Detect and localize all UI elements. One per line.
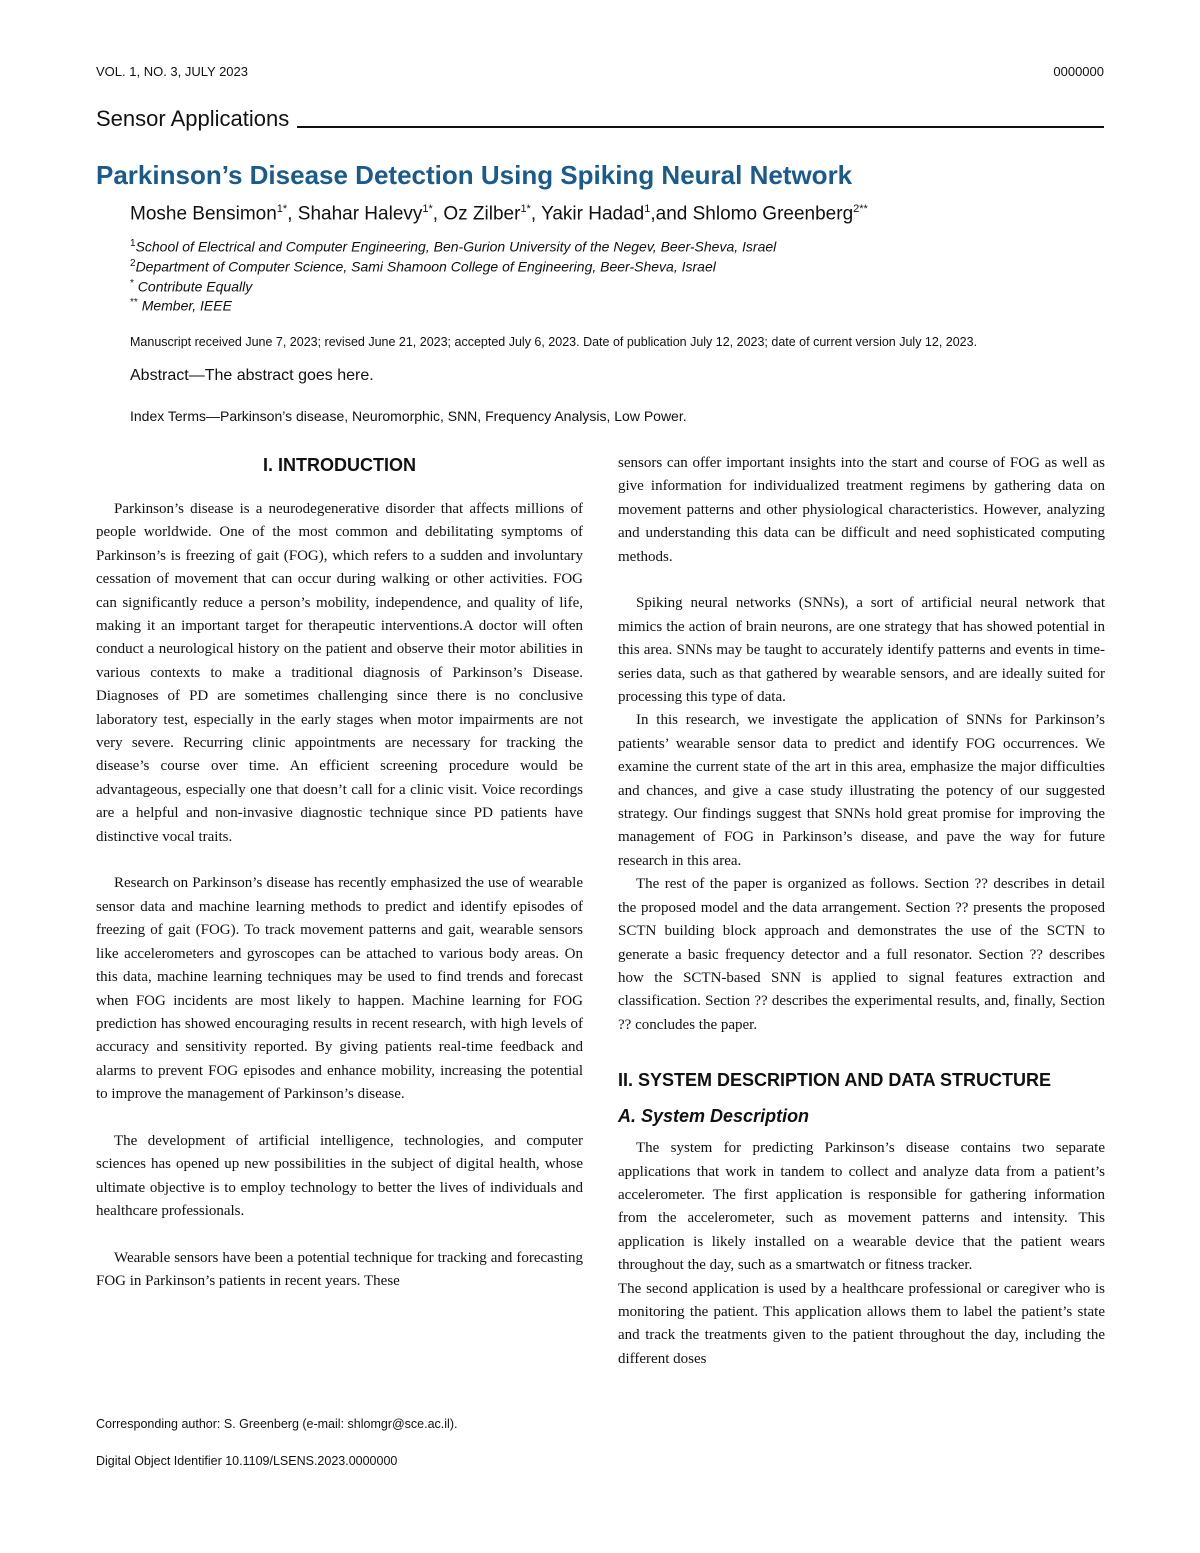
author-sep: , (650, 203, 656, 225)
intro-paragraph-7: The rest of the paper is organized as follows. Section ?? describes in detail the proposed model and the data arrangement. Section ?? presents the proposed SCTN building block approach and demonstrates the use of the SCTN to generate a basic frequency detector and a full resonator. Section ?? describes how the SCTN-based SNN is applied to signal features extraction and classification. Section ?? describes the experimental results, and, finally, Section ?? concludes the paper. (618, 876, 1105, 1033)
author-list (130, 203, 868, 225)
section-rule (297, 126, 1104, 128)
intro-paragraph-4-continued: sensors can offer important insights into the start and course of FOG as well as give information for individualized treatment regimens by gathering data on movement patterns and other physiological characteristics. However, analyzing and understanding this data can be difficult and need sophisticated computing methods. (618, 455, 1105, 565)
introduction-heading: I. INTRODUCTION (263, 455, 416, 475)
intro-paragraph-2: Research on Parkinson’s disease has recently emphasized the use of wearable sensor data and machine learning methods to predict and identify episodes of freezing of gait (FOG). To track movement patterns and gait, wearable sensors like accelerometers and gyroscopes can be attached to various body areas. On this data, machine learning techniques may be used to find trends and forecast when FOG incidents are most likely to happen. Machine learning for FOG prediction has showed encouraging results in recent research, with high levels of accuracy and sensitivity reported. By giving patients real-time feedback and alarms to prevent FOG episodes and enhance mobility, increasing the potential to improve the management of Parkinson’s disease. (96, 875, 583, 1103)
paper-title: Parkinson’s Disease Detection Using Spiking Neural Network (96, 160, 853, 190)
affiliation-mark: ** (130, 297, 138, 308)
volume-info: VOL. 1, NO. 3, JULY 2023 (96, 64, 248, 79)
system-subheading: A. System Description (618, 1106, 810, 1127)
author-sep: , (432, 203, 444, 225)
corresponding-author: Corresponding author: S. Greenberg (e-mail: shlomgr@sce.ac.il). (96, 1417, 458, 1431)
section-label (96, 108, 1104, 130)
author-name: Oz Zilber (443, 203, 521, 225)
author-name: Moshe Bensimon (130, 203, 277, 225)
left-column (96, 452, 583, 1294)
author-sep: , (530, 203, 542, 225)
affiliation-4 (130, 297, 232, 314)
affiliation-3 (130, 278, 252, 295)
article-number: 0000000 (1053, 64, 1104, 79)
intro-paragraph-1: Parkinson’s disease is a neurodegenerative disorder that affects millions of people worldwide. One of the most common and debilitating symptoms of Parkinson’s is freezing of gait (FOG), which refers to a sudden and involuntary cessation of movement that can occur during walking or other activities. FOG can significantly reduce a person’s mobility, independence, and quality of life, making it an important target for therapeutic interventions.A doctor will often conduct a neurological history on the patient and observe their motor abilities in various contexts to make a traditional diagnosis of Parkinson’s Disease. Diagnoses of PD are sometimes challenging since there is no conclusive laboratory test, especially in the early stages when motor impairments are not very severe. Recurring clinic appointments are necessary for tracking the disease’s course over time. An efficient screening procedure would be advantageous, especially one that doesn’t call for a clinic visit. Voice recordings are a helpful and non-invasive diagnostic technique since PD patients have distinctive vocal traits. (96, 501, 583, 845)
author-name: and Shlomo Greenberg (655, 203, 854, 225)
index-terms: Index Terms—Parkinson’s disease, Neuromorphic, SNN, Frequency Analysis, Low Power. (130, 408, 687, 424)
affiliation-mark: 2 (130, 258, 136, 269)
system-heading: II. SYSTEM DESCRIPTION AND DATA STRUCTURE (618, 1070, 1052, 1091)
affiliation-mark: * (130, 278, 134, 289)
intro-paragraph-5: Spiking neural networks (SNNs), a sort of artificial neural network that mimics the action of brain neurons, are one strategy that has showed potential in this area. SNNs may be taught to accurately identify patterns and events in time-series data, such as that gathered by wearable sensors, and are ideally suited for processing this type of data. (618, 595, 1105, 706)
author-mark: 1* (520, 203, 531, 215)
affiliation-text: Contribute Equally (137, 278, 253, 295)
affiliation-1 (130, 238, 776, 255)
right-column (618, 452, 1105, 1371)
author-sep: , (287, 203, 298, 225)
digital-object-identifier: Digital Object Identifier 10.1109/LSENS.2023.0000000 (96, 1454, 398, 1468)
author-name: Yakir Hadad (541, 203, 645, 225)
affiliation-text: School of Electrical and Computer Engineering, Ben-Gurion University of the Negev, Beer-Sheva, Israel (135, 238, 777, 255)
section-label-text: Sensor Applications (96, 106, 290, 131)
intro-paragraph-3: The development of artificial intelligence, technologies, and computer sciences has opened up new possibilities in the subject of digital health, whose ultimate objective is to employ technology to better the lives of individuals and healthcare professionals. (96, 1132, 583, 1220)
affiliation-text: Department of Computer Science, Sami Shamoon College of Engineering, Beer-Sheva, Israel (135, 258, 716, 275)
affiliation-text: Member, IEEE (141, 297, 232, 314)
affiliation-mark: 1 (130, 238, 136, 249)
manuscript-dates: Manuscript received June 7, 2023; revised June 21, 2023; accepted July 6, 2023. Date of publication July 12, 2023; date of current version July 12, 2023. (130, 335, 978, 349)
intro-paragraph-4: Wearable sensors have been a potential technique for tracking and forecasting FOG in Parkinson’s patients in recent years. These (96, 1249, 583, 1290)
author-mark: 1* (422, 203, 433, 215)
author-mark: 2** (853, 203, 868, 215)
affiliation-2 (130, 258, 716, 275)
abstract: Abstract—The abstract goes here. (130, 367, 374, 384)
intro-paragraph-6: In this research, we investigate the application of SNNs for Parkinson’s patients’ wearable sensor data to predict and identify FOG occurrences. We examine the current state of the art in this area, emphasize the major difficulties and chances, and give a case study illustrating the potency of our suggested strategy. Our findings suggest that SNNs hold great promise for improving the management of FOG in Parkinson’s disease, and pave the way for future research in this area. (618, 712, 1105, 869)
system-paragraph-2: The second application is used by a healthcare professional or caregiver who is monitoring the patient. This application allows them to label the patient’s state and track the treatments given to the patient throughout the day, including the different doses (618, 1280, 1105, 1367)
system-paragraph-1: The system for predicting Parkinson’s disease contains two separate applications that work in tandem to collect and analyze data from a patient’s accelerometer. The first application is responsible for gathering information from the accelerometer, such as movement patterns and intensity. This application is likely installed on a wearable device that the patient wears throughout the day, such as a smartwatch or fitness tracker. (618, 1140, 1105, 1274)
author-mark: 1 (644, 203, 651, 215)
author-mark: 1* (276, 203, 288, 215)
author-name: Shahar Halevy (297, 203, 423, 225)
